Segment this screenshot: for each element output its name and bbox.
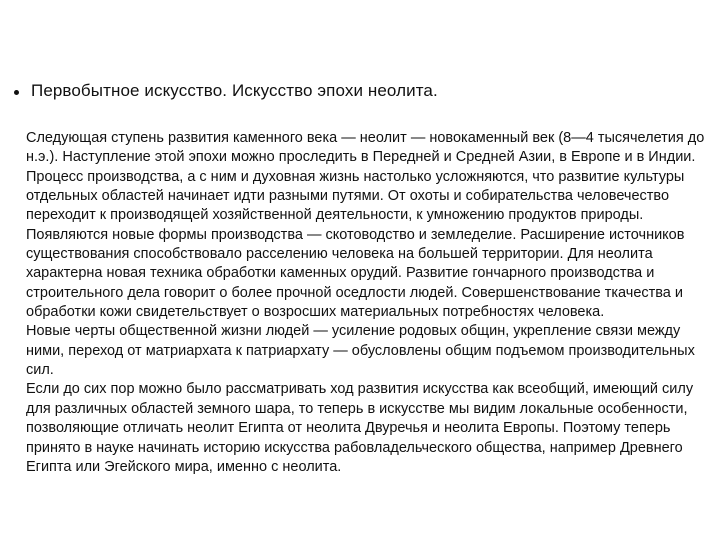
paragraph-local-features: Если до сих пор можно было рассматривать ход развития искусства как всеобщий, имеющий силу для различных областей земного шара, то теперь в искусстве мы видим локальные особенности, позволяющие отличать неолит Египта от неолита Двуречья и неолита Европы. Поэтому теперь принято в науке начинать историю искусства рабовладельческого общества, например Древнего Египта или Эгейского мира, именно с неолита.: [26, 381, 694, 475]
bullet-icon: [14, 90, 19, 95]
slide-title: Первобытное искусство. Искусство эпохи неолита.: [31, 81, 438, 100]
paragraph-neolithic-intro: Следующая ступень развития каменного века — неолит — новокаменный век (8—4 тысячелетия до н.э.). Наступление этой эпохи можно проследить в Передней и Средней Азии, в Европе и в Индии. Процесс производства, а с ним и духовная жизнь настолько усложняются, что развитие культуры отдельных областей начинает идти разными путями. От охоты и собирательства человечество переходит к производящей хозяйственной деятельности, к умножению продуктов природы. Появляются новые формы производства — скотоводство и земледелие. Расширение источников существования способствовало расселению человека на большей территории. Для неолита характерна новая техника обработки каменных орудий. Развитие гончарного производства и строительного дела говорит о более прочной оседлости людей. Совершенствование ткачества и обработки кожи свидетельствует о возросших материальных потребностях человека.: [26, 130, 705, 321]
paragraph-social-life: Новые черты общественной жизни людей — усиление родовых общин, укрепление связи между ними, переход от матриархата к патриархату — обусловлены общим подъемом производительных сил.: [26, 323, 695, 379]
slide-body: [26, 129, 708, 477]
title-row: [14, 80, 704, 102]
